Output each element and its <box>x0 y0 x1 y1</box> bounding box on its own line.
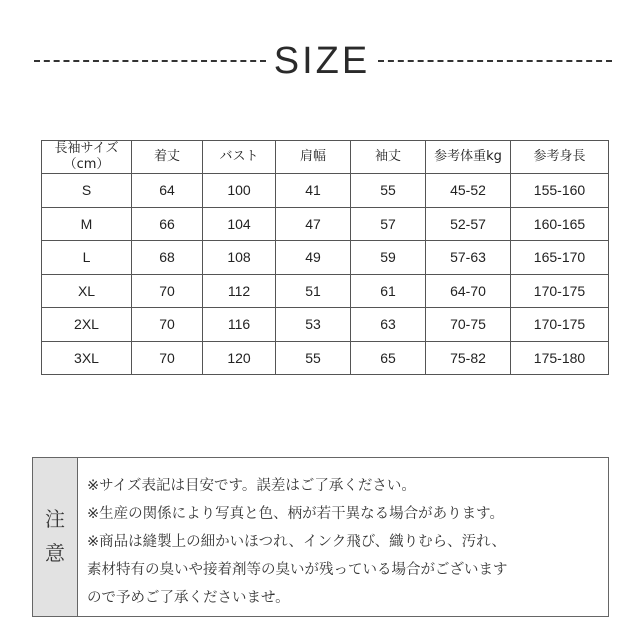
table-cell: 41 <box>276 174 351 208</box>
table-cell: 160-165 <box>511 207 609 241</box>
table-cell: 57-63 <box>426 241 511 275</box>
size-label-cell: 2XL <box>42 308 132 342</box>
table-cell: 70 <box>132 308 203 342</box>
page-title: SIZE <box>273 40 371 82</box>
table-cell: 63 <box>351 308 426 342</box>
table-cell: 55 <box>351 174 426 208</box>
size-label-cell: XL <box>42 274 132 308</box>
notice-text <box>87 472 607 612</box>
table-cell: 75-82 <box>426 341 511 375</box>
size-label-cell: L <box>42 241 132 275</box>
table-cell: 64 <box>132 174 203 208</box>
notice-box <box>32 457 609 617</box>
table-row <box>42 207 609 241</box>
table-cell: 112 <box>203 274 276 308</box>
size-table <box>41 140 609 375</box>
header-cell-weight: 参考体重kg <box>426 141 511 174</box>
notice-line: ※生産の関係により写真と色、柄が若干異なる場合があります。 <box>87 506 504 522</box>
notice-line: ※サイズ表記は目安です。誤差はご了承ください。 <box>87 478 416 494</box>
size-label-cell: M <box>42 207 132 241</box>
table-cell: 108 <box>203 241 276 275</box>
notice-line: 素材特有の臭いや接着剤等の臭いが残っている場合がございます <box>87 562 508 578</box>
table-cell: 61 <box>351 274 426 308</box>
table-cell: 175-180 <box>511 341 609 375</box>
notice-line: ※商品は縫製上の細かいほつれ、インク飛び、織りむら、汚れ、 <box>87 534 507 550</box>
header-cell-height: 参考身長 <box>511 141 609 174</box>
table-cell: 170-175 <box>511 274 609 308</box>
table-cell: 120 <box>203 341 276 375</box>
header-cell-sleeve: 袖丈 <box>351 141 426 174</box>
table-cell: 53 <box>276 308 351 342</box>
header-cell-bust: バスト <box>203 141 276 174</box>
table-cell: 66 <box>132 207 203 241</box>
table-cell: 64-70 <box>426 274 511 308</box>
table-cell: 70 <box>132 341 203 375</box>
table-cell: 100 <box>203 174 276 208</box>
table-cell: 51 <box>276 274 351 308</box>
notice-side-panel <box>33 458 78 616</box>
table-header-row <box>42 141 609 174</box>
dashed-divider-left <box>34 60 266 62</box>
table-cell: 59 <box>351 241 426 275</box>
table-cell: 70 <box>132 274 203 308</box>
notice-label: 注 意 <box>45 507 65 565</box>
table-body <box>42 174 609 375</box>
table-row <box>42 174 609 208</box>
size-label-cell: 3XL <box>42 341 132 375</box>
table-cell: 57 <box>351 207 426 241</box>
table-cell: 155-160 <box>511 174 609 208</box>
notice-line: ので予めご了承くださいませ。 <box>87 590 290 606</box>
table-cell: 49 <box>276 241 351 275</box>
table-cell: 52-57 <box>426 207 511 241</box>
table-row <box>42 274 609 308</box>
table-cell: 104 <box>203 207 276 241</box>
dashed-divider-right <box>378 60 612 62</box>
table-cell: 165-170 <box>511 241 609 275</box>
table-row <box>42 341 609 375</box>
table-cell: 116 <box>203 308 276 342</box>
title-row <box>0 36 640 86</box>
table-cell: 55 <box>276 341 351 375</box>
table-row <box>42 241 609 275</box>
table-cell: 68 <box>132 241 203 275</box>
header-cell-length: 着丈 <box>132 141 203 174</box>
header-cell-size: 長袖サイズ （cm） <box>42 141 132 174</box>
table-cell: 170-175 <box>511 308 609 342</box>
table-cell: 47 <box>276 207 351 241</box>
table-cell: 70-75 <box>426 308 511 342</box>
size-label-cell: S <box>42 174 132 208</box>
table-cell: 65 <box>351 341 426 375</box>
header-cell-shoulder: 肩幅 <box>276 141 351 174</box>
table-row <box>42 308 609 342</box>
table-cell: 45-52 <box>426 174 511 208</box>
